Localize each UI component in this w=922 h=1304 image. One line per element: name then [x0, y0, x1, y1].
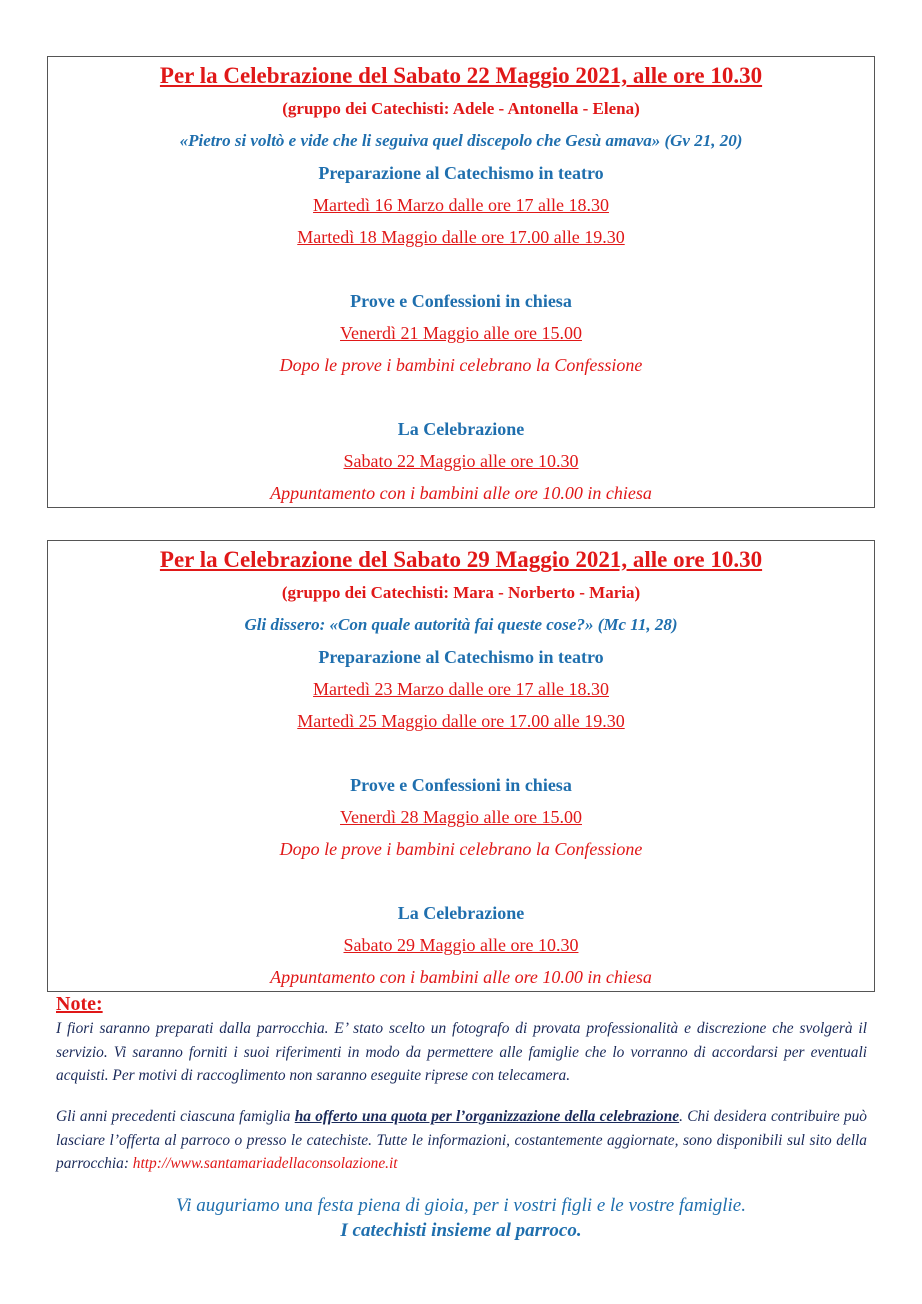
- catechists-group: (gruppo dei Catechisti: Adele - Antonella - Elena): [282, 99, 640, 118]
- celebration-heading: La Celebrazione: [397, 903, 525, 923]
- parish-website-link[interactable]: http://www.santamariadellaconsolazione.it: [132, 1155, 398, 1172]
- notes-paragraph-2-start: Gli anni precedenti ciascuna famiglia: [56, 1108, 295, 1125]
- prep-date-2: Martedì 25 Maggio dalle ore 17.00 alle 19.30: [297, 711, 625, 731]
- rehearsal-note: Dopo le prove i bambini celebrano la Confessione: [279, 355, 643, 375]
- notes-paragraph-1: I fiori saranno preparati dalla parrocchia. E’ stato scelto un fotografo di provata professionalità e discrezione che svolgerà il servizio. Vi saranno forniti i suoi riferimenti in modo da permettere alle famiglie che lo vorranno di accordarsi per eventuali acquisti. Per motivi di raccoglimento non saranno eseguite riprese con telecamera.: [56, 1020, 867, 1084]
- rehearsal-heading: Prove e Confessioni in chiesa: [350, 291, 572, 311]
- prep-date-1: Martedì 16 Marzo dalle ore 17 alle 18.30: [313, 195, 609, 215]
- prep-heading: Preparazione al Catechismo in teatro: [318, 647, 604, 667]
- event-title: Per la Celebrazione del Sabato 29 Maggio 2021, alle ore 10.30: [159, 547, 763, 572]
- event-box-1: [47, 56, 875, 508]
- gospel-quote: Gli dissero: «Con quale autorità fai queste cose?» (Mc 11, 28): [244, 615, 678, 634]
- prep-heading: Preparazione al Catechismo in teatro: [318, 163, 604, 183]
- prep-date-1: Martedì 23 Marzo dalle ore 17 alle 18.30: [313, 679, 609, 699]
- notes-paragraph-2: [56, 1105, 867, 1176]
- celebration-heading: La Celebrazione: [397, 419, 525, 439]
- offering-emphasis: ha offerto una quota per l’organizzazione della celebrazione: [294, 1108, 680, 1125]
- event-title: Per la Celebrazione del Sabato 22 Maggio 2021, alle ore 10.30: [159, 63, 763, 88]
- rehearsal-heading: Prove e Confessioni in chiesa: [350, 775, 572, 795]
- closing-wish: Vi auguriamo una festa piena di gioia, per i vostri figli e le vostre famiglie.: [176, 1195, 746, 1216]
- celebration-date: Sabato 22 Maggio alle ore 10.30: [343, 451, 579, 471]
- celebration-note: Appuntamento con i bambini alle ore 10.00 in chiesa: [270, 967, 652, 987]
- closing-signature: I catechisti insieme al parroco.: [340, 1220, 582, 1241]
- celebration-date: Sabato 29 Maggio alle ore 10.30: [343, 935, 579, 955]
- rehearsal-date: Venerdì 21 Maggio alle ore 15.00: [340, 323, 582, 343]
- celebration-note: Appuntamento con i bambini alle ore 10.00 in chiesa: [270, 483, 652, 503]
- prep-date-2: Martedì 18 Maggio dalle ore 17.00 alle 19.30: [297, 227, 625, 247]
- gospel-quote: «Pietro si voltò e vide che li seguiva quel discepolo che Gesù amava» (Gv 21, 20): [179, 131, 743, 150]
- rehearsal-note: Dopo le prove i bambini celebrano la Confessione: [279, 839, 643, 859]
- event-box-2: [47, 540, 875, 992]
- notes-heading: Note:: [56, 993, 103, 1015]
- rehearsal-date: Venerdì 28 Maggio alle ore 15.00: [340, 807, 582, 827]
- catechists-group: (gruppo dei Catechisti: Mara - Norberto - Maria): [281, 583, 641, 602]
- notes-paragraph-2-end: . Chi desidera contribuire può lasciare l’offerta al parroco o presso le catechiste. Tutte le informazioni, costantemente aggiornate, sono disponibili sul sito della parrocchia:: [56, 1108, 867, 1172]
